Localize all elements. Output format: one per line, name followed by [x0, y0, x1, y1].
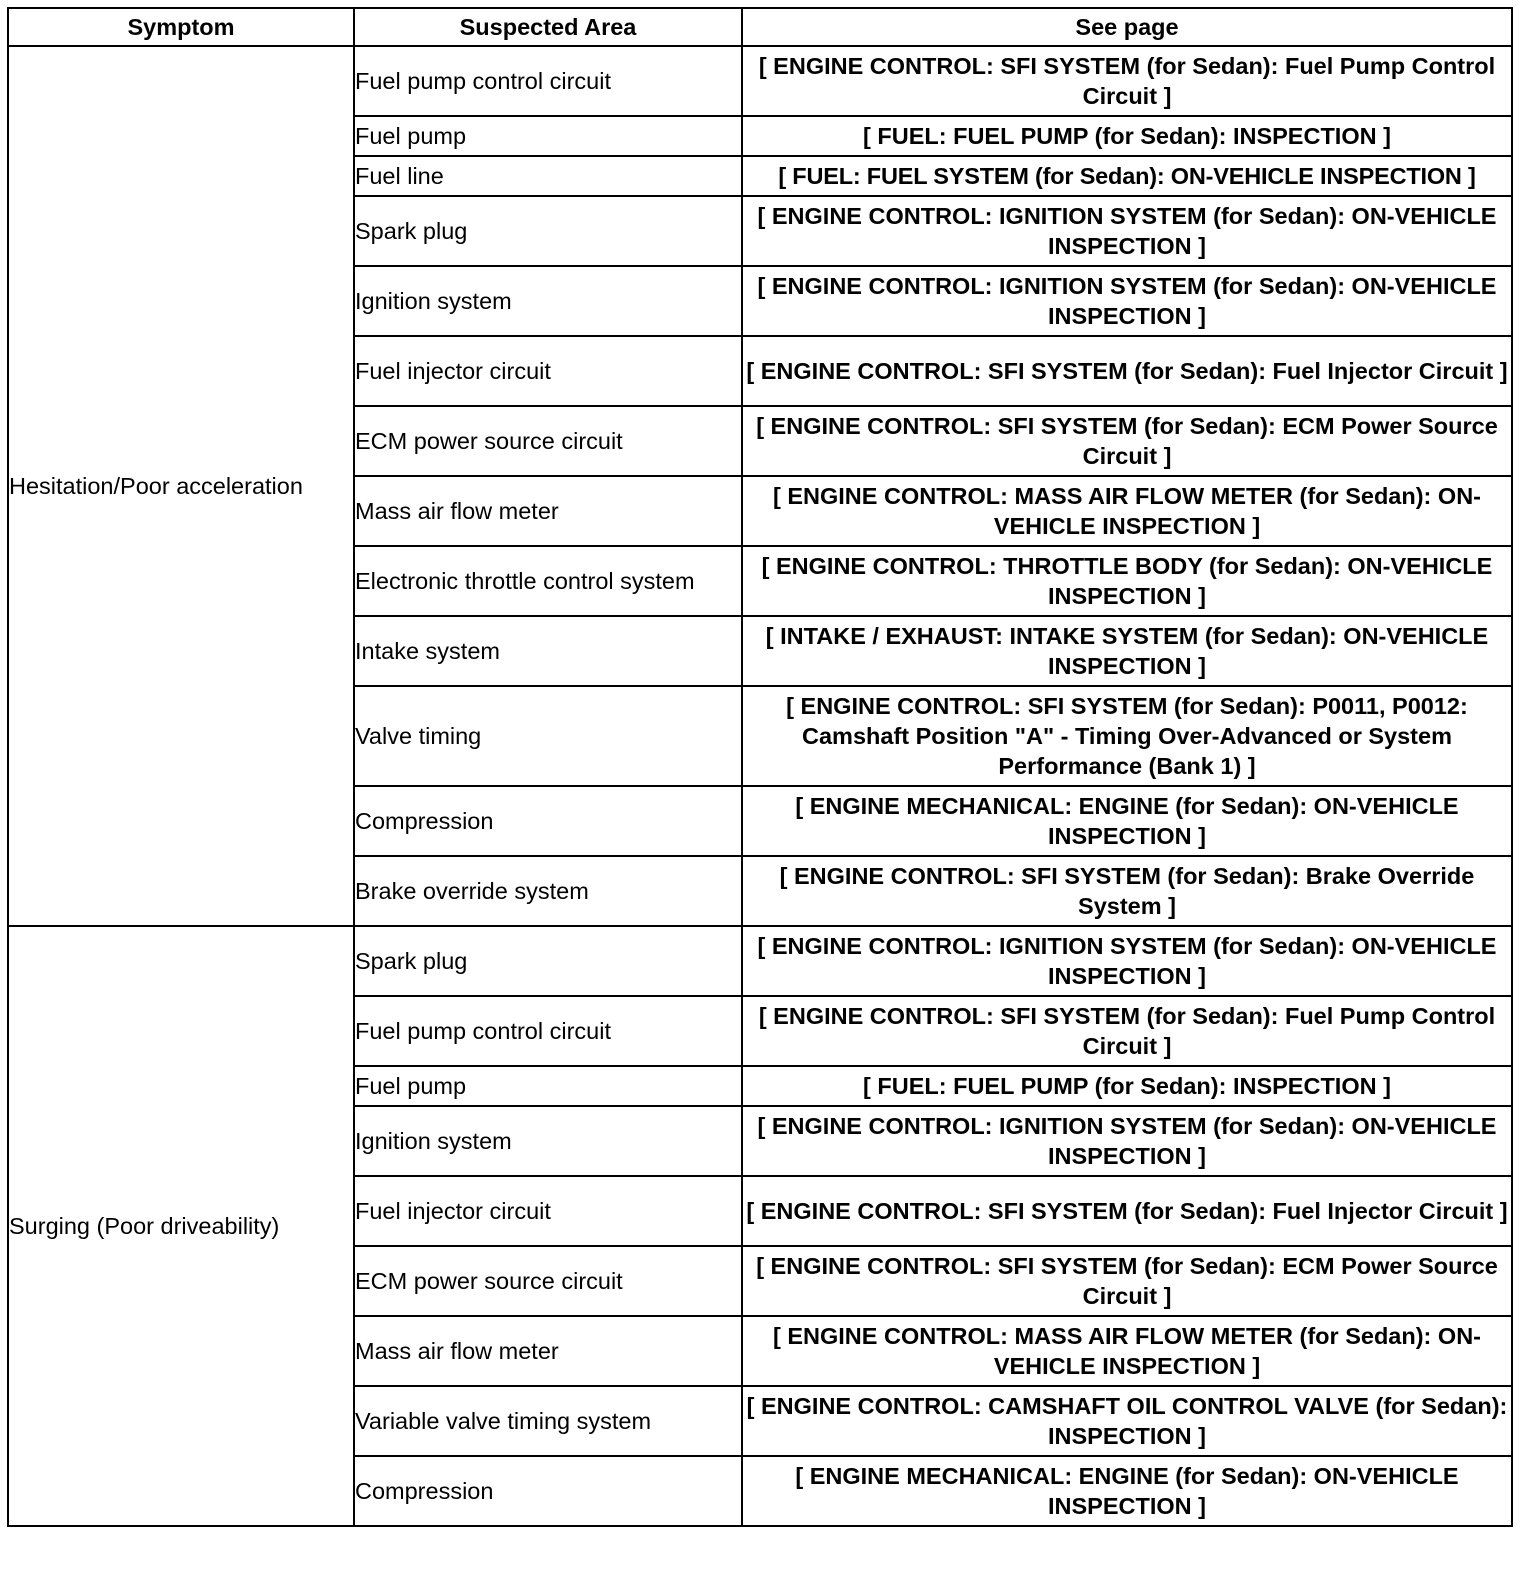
see-page-link[interactable]: [ ENGINE CONTROL: MASS AIR FLOW METER (for Sedan): ON-VEHICLE INSPECTION ] — [742, 1316, 1512, 1386]
suspected-area-cell: Fuel pump — [354, 116, 742, 156]
see-page-link[interactable]: [ FUEL: FUEL PUMP (for Sedan): INSPECTION ] — [742, 116, 1512, 156]
suspected-area-cell: Ignition system — [354, 266, 742, 336]
suspected-area-cell: Valve timing — [354, 686, 742, 786]
see-page-link[interactable]: [ ENGINE CONTROL: CAMSHAFT OIL CONTROL VALVE (for Sedan): INSPECTION ] — [742, 1386, 1512, 1456]
see-page-link[interactable]: [ ENGINE CONTROL: IGNITION SYSTEM (for Sedan): ON-VEHICLE INSPECTION ] — [742, 926, 1512, 996]
see-page-link[interactable]: [ ENGINE CONTROL: IGNITION SYSTEM (for Sedan): ON-VEHICLE INSPECTION ] — [742, 1106, 1512, 1176]
see-page-link[interactable]: [ FUEL: FUEL SYSTEM (for Sedan): ON-VEHICLE INSPECTION ] — [742, 156, 1512, 196]
suspected-area-cell: Brake override system — [354, 856, 742, 926]
see-page-link[interactable]: [ ENGINE CONTROL: SFI SYSTEM (for Sedan): Brake Override System ] — [742, 856, 1512, 926]
see-page-link[interactable]: [ ENGINE CONTROL: SFI SYSTEM (for Sedan): ECM Power Source Circuit ] — [742, 406, 1512, 476]
see-page-link[interactable]: [ ENGINE CONTROL: SFI SYSTEM (for Sedan): Fuel Pump Control Circuit ] — [742, 996, 1512, 1066]
see-page-link[interactable]: [ ENGINE CONTROL: IGNITION SYSTEM (for Sedan): ON-VEHICLE INSPECTION ] — [742, 196, 1512, 266]
suspected-area-cell: Fuel injector circuit — [354, 1176, 742, 1246]
symptom-table — [7, 7, 1513, 1527]
table-row — [8, 926, 1512, 996]
suspected-area-cell: Ignition system — [354, 1106, 742, 1176]
suspected-area-cell: Fuel line — [354, 156, 742, 196]
suspected-area-cell: ECM power source circuit — [354, 406, 742, 476]
see-page-link[interactable]: [ ENGINE CONTROL: SFI SYSTEM (for Sedan): Fuel Injector Circuit ] — [742, 336, 1512, 406]
suspected-area-cell: Fuel pump — [354, 1066, 742, 1106]
suspected-area-cell: Compression — [354, 1456, 742, 1526]
suspected-area-cell: Spark plug — [354, 196, 742, 266]
suspected-area-cell: Intake system — [354, 616, 742, 686]
see-page-link[interactable]: [ ENGINE CONTROL: SFI SYSTEM (for Sedan): Fuel Injector Circuit ] — [742, 1176, 1512, 1246]
see-page-link[interactable]: [ ENGINE CONTROL: SFI SYSTEM (for Sedan): Fuel Pump Control Circuit ] — [742, 46, 1512, 116]
see-page-link[interactable]: [ ENGINE CONTROL: MASS AIR FLOW METER (for Sedan): ON-VEHICLE INSPECTION ] — [742, 476, 1512, 546]
see-page-link[interactable]: [ ENGINE CONTROL: SFI SYSTEM (for Sedan): P0011, P0012: Camshaft Position "A" - Timing Over-Advanced or System Performance (Bank 1) ] — [742, 686, 1512, 786]
see-page-link[interactable]: [ ENGINE MECHANICAL: ENGINE (for Sedan): ON-VEHICLE INSPECTION ] — [742, 1456, 1512, 1526]
suspected-area-cell: Variable valve timing system — [354, 1386, 742, 1456]
symptom-cell: Hesitation/Poor acceleration — [8, 46, 354, 926]
suspected-area-cell: Spark plug — [354, 926, 742, 996]
suspected-area-cell: Fuel injector circuit — [354, 336, 742, 406]
suspected-area-cell: Mass air flow meter — [354, 1316, 742, 1386]
header-suspected-area: Suspected Area — [354, 8, 742, 46]
suspected-area-cell: ECM power source circuit — [354, 1246, 742, 1316]
symptom-cell: Surging (Poor driveability) — [8, 926, 354, 1526]
see-page-link[interactable]: [ ENGINE CONTROL: SFI SYSTEM (for Sedan): ECM Power Source Circuit ] — [742, 1246, 1512, 1316]
suspected-area-cell: Electronic throttle control system — [354, 546, 742, 616]
see-page-link[interactable]: [ INTAKE / EXHAUST: INTAKE SYSTEM (for Sedan): ON-VEHICLE INSPECTION ] — [742, 616, 1512, 686]
see-page-link[interactable]: [ ENGINE CONTROL: IGNITION SYSTEM (for Sedan): ON-VEHICLE INSPECTION ] — [742, 266, 1512, 336]
suspected-area-cell: Compression — [354, 786, 742, 856]
suspected-area-cell: Fuel pump control circuit — [354, 996, 742, 1066]
header-symptom: Symptom — [8, 8, 354, 46]
header-see-page: See page — [742, 8, 1512, 46]
table-row — [8, 46, 1512, 116]
see-page-link[interactable]: [ FUEL: FUEL PUMP (for Sedan): INSPECTION ] — [742, 1066, 1512, 1106]
see-page-link[interactable]: [ ENGINE CONTROL: THROTTLE BODY (for Sedan): ON-VEHICLE INSPECTION ] — [742, 546, 1512, 616]
see-page-link[interactable]: [ ENGINE MECHANICAL: ENGINE (for Sedan): ON-VEHICLE INSPECTION ] — [742, 786, 1512, 856]
header-row — [8, 8, 1512, 46]
suspected-area-cell: Mass air flow meter — [354, 476, 742, 546]
suspected-area-cell: Fuel pump control circuit — [354, 46, 742, 116]
